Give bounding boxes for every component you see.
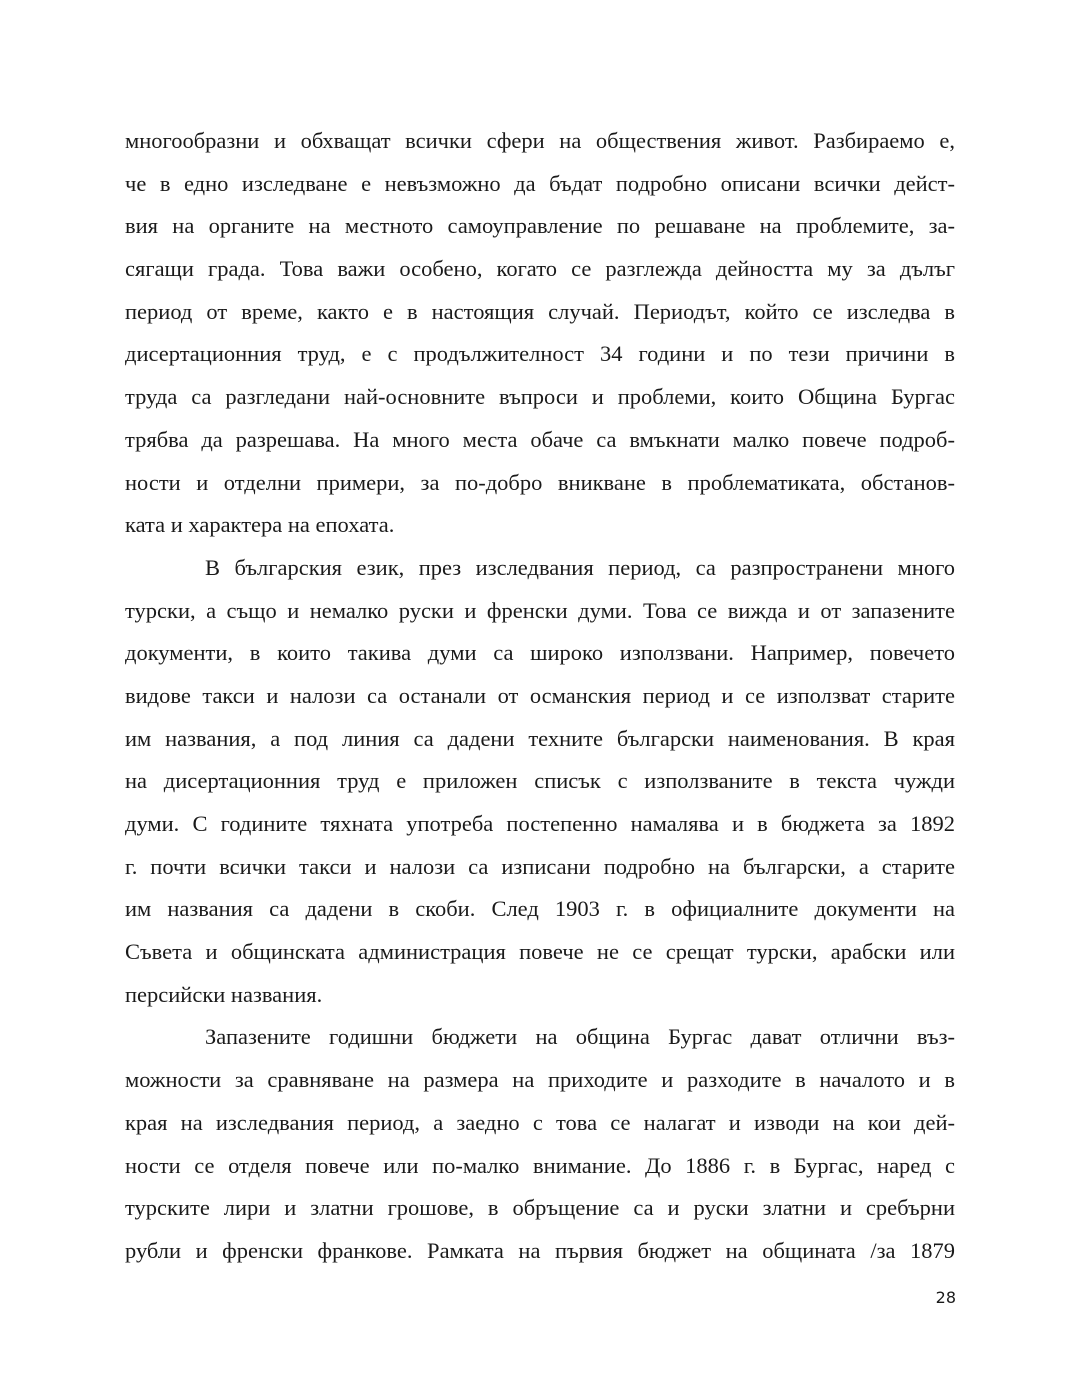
text-line: рубли и френски франкове. Рамката на първия бюджет на общината /за 1879 [125,1237,955,1263]
text-line: труда са разгледани най-основните въпроси и проблеми, които Община Бургас [125,384,955,410]
text-line: В българския език, през изследвания период, са разпространени много [205,554,955,580]
text-line: на дисертационния труд е приложен списък с използваните в текста чужди [125,768,955,794]
text-line: документи, в които такива думи са широко използвани. Например, повечето [125,640,955,666]
text-line: многообразни и обхващат всички сфери на обществения живот. Разбираемо е, [125,128,955,153]
text-line: турски, а също и немалко руски и френски думи. Това се вижда и от запазените [125,597,955,623]
text-line: им названия, а под линия са дадени техните български наименования. В края [125,725,955,751]
text-line: думи. С годините тяхната употреба постепенно намалява и в бюджета за 1892 [125,811,955,836]
text-line: видове такси и налози са останали от османския период и се използват старите [125,682,955,708]
text-line: им названия са дадени в скоби. След 1903 г. в официалните документи на [125,896,955,922]
text-line: сягащи града. Това важи особено, когато се разглежда дейността му за дълъг [125,256,955,282]
text-line: ности и отделни примери, за по-добро вникване в проблематиката, обстанов- [125,469,955,495]
text-line: Съвета и общинската администрация повече не се срещат турски, арабски или [125,939,955,965]
text-line: вия на органите на местното самоуправление по решаване на проблемите, за- [125,213,955,239]
text-line: Запазените годишни бюджети на община Бургас дават отлични въз- [205,1024,955,1050]
text-line: период от време, както е в настоящия случай. Периодът, който се изследва в [125,298,955,324]
text-line: ности се отделя повече или по-малко внимание. До 1886 г. в Бургас, наред с [125,1152,955,1178]
text-line: персийски названия. [125,981,323,1007]
text-line: ката и характера на епохата. [125,512,395,538]
text-line: трябва да разрешава. На много места обаче са вмъкнати малко повече подроб- [125,426,955,452]
text-line: г. почти всички такси и налози са изписани подробно на български, а старите [125,853,955,879]
page-number: 28 [935,1288,956,1307]
text-line: края на изследвания период, а заедно с това се налагат и изводи на кои дей- [125,1109,955,1135]
text-line: можности за сравняване на размера на приходите и разходите в началото и в [125,1067,955,1093]
text-line: дисертационния труд, е с продължителност 34 години и по тези причини в [125,341,955,367]
text-line: че в едно изследване е невъзможно да бъдат подробно описани всички дейст- [125,170,955,196]
text-line: турските лири и златни грошове, в обръщение са и руски златни и сребърни [125,1195,955,1221]
body-text [125,120,955,1273]
